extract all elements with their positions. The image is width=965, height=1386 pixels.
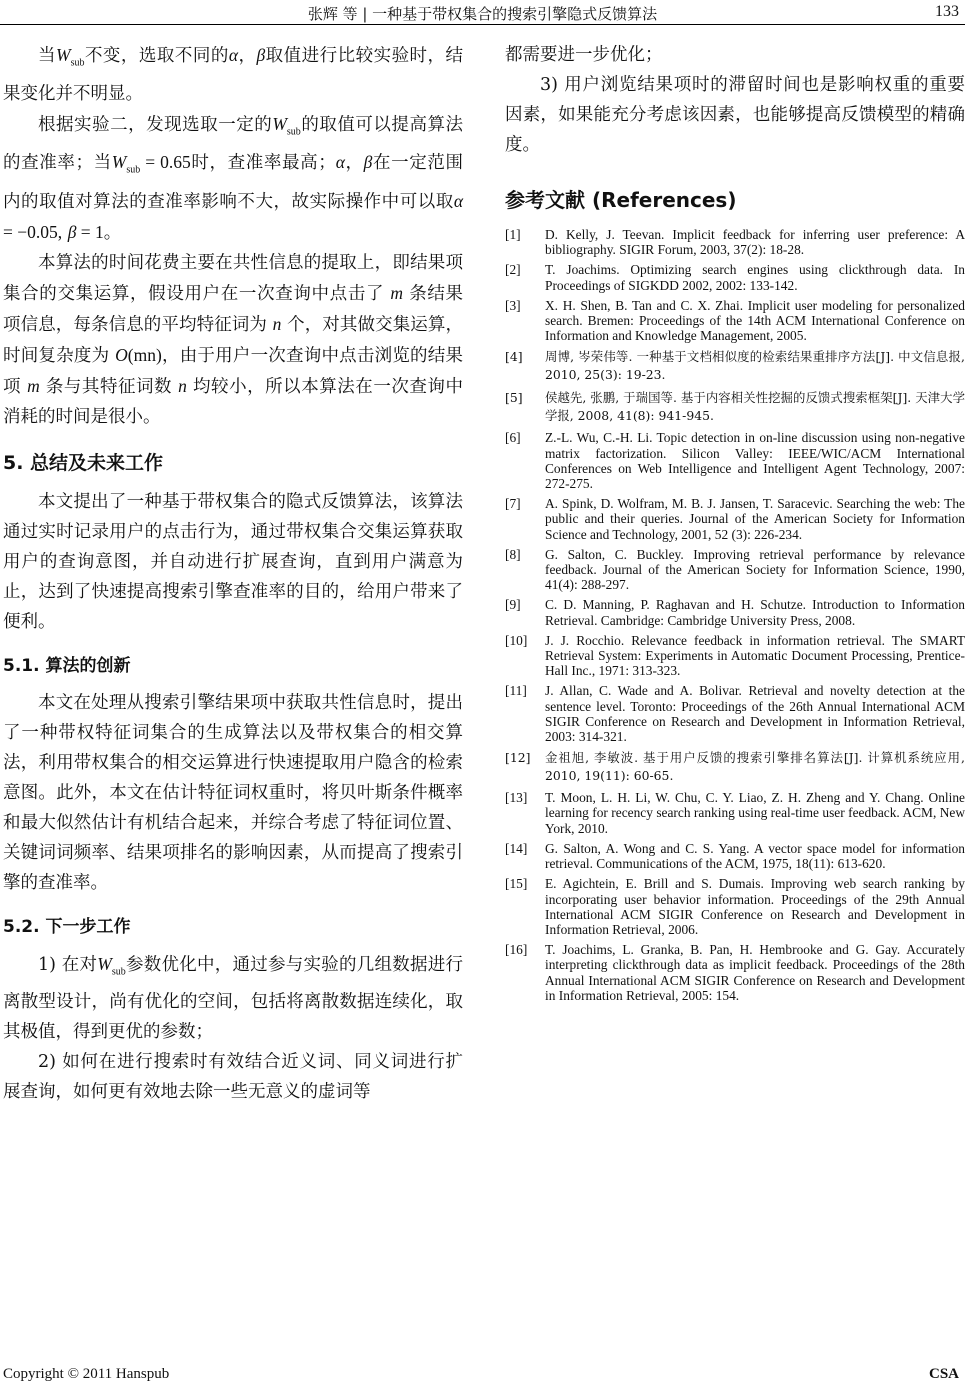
paragraph-future-1: 1) 在对$W_{sub}$参数优化中，通过参与实验的几组数据进行离散型设计，尚有优化的空间，包括将离散数据连续化，取其极值，得到更优的参数；: [3, 953, 464, 1042]
reference-number: [12]: [505, 750, 531, 766]
paragraph-future-2: 2) 如何在进行搜索时有效结合近义词、同义词进行扩展查询，如何更有效地去除一些无意义的虚词等: [3, 1052, 463, 1102]
reference-item: [505, 227, 965, 257]
reference-text: 周博, 岑荣伟等. 一种基于文档相似度的检索结果重排序方法[J]. 中文信息报, 2010, 25(3): 19-23.: [545, 349, 965, 383]
section-heading-5: 5. 总结及未来工作: [3, 451, 164, 474]
reference-number: [2]: [505, 262, 521, 278]
reference-item: [505, 430, 965, 491]
reference-number: [13]: [505, 790, 528, 806]
reference-number: [15]: [505, 876, 528, 892]
reference-text: 侯越先, 张鹏, 于瑞国等. 基于内容相关性挖掘的反馈式搜索框架[J]. 天津大学学报, 2008, 41(8): 941-945.: [545, 390, 965, 424]
page-header: [0, 0, 965, 25]
reference-item: [505, 496, 965, 542]
reference-number: [10]: [505, 632, 528, 648]
reference-text: G. Salton, A. Wong and C. S. Yang. A vector space model for information retrieval. Communications of the ACM, 1975, 18(11): 613-620.: [545, 840, 965, 872]
paragraph-time-complexity: 本算法的时间花费主要在共性信息的提取上，即结果项集合的交集运算，假设用户在一次查询中点击了 m 条结果项信息，每条信息的平均特征词为 n 个，对其做交集运算，时间复杂度为 O(mn)，由于用户一次查询中点击浏览的结果项 m 条与其特征词数 n 均较小，所以本算法在一次查询中消耗的时间是很小。: [3, 252, 463, 427]
reference-number: [3]: [505, 297, 521, 313]
reference-item: [505, 262, 965, 292]
reference-text: G. Salton, C. Buckley. Improving retrieval performance by relevance feedback. Journal of the American Society for Information Science, 1990, 41(4): 288-297.: [545, 546, 965, 593]
reference-number: [11]: [505, 683, 527, 699]
reference-text: C. D. Manning, P. Raghavan and H. Schutze. Introduction to Information Retrieval. Cambridge: Cambridge University Press, 2008.: [545, 597, 965, 628]
left-column: [3, 40, 463, 1107]
reference-text: T. Joachims, L. Granka, B. Pan, H. Hembrooke and G. Gay. Accurately interpreting clickthrough data as implicit feedback. Proceedings of the 28th Annual International ACM SIGIR Conference on Research and Development in Information Retrieval, 2005: 154.: [545, 942, 965, 1003]
reference-text: 金祖旭, 李敏波. 基于用户反馈的搜索引擎排名算法[J]. 计算机系统应用, 2010, 19(11): 60-65.: [545, 750, 965, 784]
running-title: 张辉 等 | 一种基于带权集合的搜索引擎隐式反馈算法: [307, 5, 658, 23]
reference-text: A. Spink, D. Wolfram, M. B. J. Jansen, T. Saracevic. Searching the web: The public and their queries. Journal of the American Society for Information Science and Technology, 2001, 52 (3): 226-234.: [545, 496, 965, 542]
journal-abbrev: CSA: [928, 1366, 959, 1382]
references-heading: 参考文献 (References): [505, 188, 737, 212]
reference-number: [7]: [505, 496, 521, 512]
section-heading-5-2: 5.2. 下一步工作: [3, 916, 131, 937]
reference-item: [505, 790, 965, 836]
reference-item: [505, 683, 965, 744]
reference-item: [505, 597, 965, 627]
reference-item: [505, 841, 965, 871]
reference-item: [505, 348, 965, 384]
reference-item: [505, 876, 965, 937]
reference-item: [505, 749, 965, 785]
reference-text: J. Allan, C. Wade and A. Bolivar. Retrieval and novelty detection at the sentence level. Toronto: Proceedings of the 26th Annual International ACM SIGIR Conference on Research and Development in Information Retrieval, 2003: 314-321.: [545, 683, 965, 745]
reference-text: J. J. Rocchio. Relevance feedback in information retrieval. The SMART Retrieval System: Experiments in Automatic Document Processing, Prentice-Hall Inc., 1971: 313-323.: [545, 632, 965, 679]
reference-number: [5]: [505, 390, 523, 406]
reference-item: [505, 942, 965, 1003]
paragraph-continued: 都需要进一步优化；: [505, 45, 663, 65]
reference-number: [8]: [505, 546, 521, 562]
reference-text: D. Kelly, J. Teevan. Implicit feedback for inferring user preference: A bibliography. SIGIR Forum, 2003, 37(2): 18-28.: [545, 227, 965, 258]
reference-text: T. Joachims. Optimizing search engines using clickthrough data. In Proceedings of SIGKDD 2002, 2002: 133-142.: [545, 262, 965, 293]
paragraph-summary: 本文提出了一种基于带权集合的隐式反馈算法，该算法通过实时记录用户的点击行为，通过带权集合交集运算获取用户的查询意图，并自动进行扩展查询，直到用户满意为止，达到了快速提高搜索引擎查准率的目的，给用户带来了便利。: [3, 491, 463, 632]
reference-number: [4]: [505, 349, 523, 365]
reference-number: [16]: [505, 942, 528, 958]
reference-list: [505, 227, 965, 1003]
reference-number: [6]: [505, 430, 521, 446]
section-heading-5-1: 5.1. 算法的创新: [3, 655, 131, 676]
paragraph-wsub-alpha-beta: 当$W_{sub}$不变，选取不同的α，β取值进行比较实验时，结果变化并不明显。: [3, 45, 464, 104]
reference-text: E. Agichtein, E. Brill and S. Dumais. Improving web search ranking by incorporating user behavior information. Proceedings of the 29th Annual International ACM SIGIR Conference on Research and Development in Information Retrieval, 2006.: [545, 876, 965, 937]
paragraph-innovation: 本文在处理从搜索引擎结果项中获取共性信息时，提出了一种带权特征词集合的生成算法以及带权集合的相交算法，利用带权集合的相交运算进行快速提取用户隐含的检索意图。此外，本文在估计特征词权重时，将贝叶斯条件概率和最大似然估计有机结合起来，并综合考虑了特征词位置、关键词词频率、结果项排名的影响因素，从而提高了搜索引擎的查准率。: [3, 692, 463, 893]
reference-text: X. H. Shen, B. Tan and C. X. Zhai. Implicit user modeling for personalized search. Bremen: Proceedings of the 14th ACM International Conference on Information and Knowledge Management, 2005.: [545, 297, 965, 344]
reference-item: [505, 547, 965, 593]
reference-number: [14]: [505, 840, 528, 856]
copyright: Copyright © 2011 Hanspub: [3, 1366, 170, 1382]
reference-item: [505, 298, 965, 344]
paragraph-future-3: 3) 用户浏览结果项时的滞留时间也是影响权重的重要因素，如果能充分考虑该因素，也能够提高反馈模型的精确度。: [505, 75, 965, 155]
paragraph-experiment-two: 根据实验二，发现选取一定的$W_{sub}$的取值可以提高算法的查准率；当$W_{sub} = 0.65$时，查准率最高；α，β在一定范围内的取值对算法的查准率影响不大，故实际操作中可以取α = −0.05, β = 1。: [3, 113, 464, 243]
reference-item: [505, 633, 965, 679]
reference-item: [505, 389, 965, 425]
right-column: [505, 40, 965, 1008]
reference-number: [9]: [505, 597, 521, 613]
reference-text: T. Moon, L. H. Li, W. Chu, C. Y. Liao, Z. H. Zheng and Y. Chang. Online learning for recency search ranking using real-time user feedback. ACM, New York, 2010.: [545, 790, 965, 836]
page-number: 133: [935, 3, 959, 20]
reference-number: [1]: [505, 227, 521, 242]
reference-text: Z.-L. Wu, C.-H. Li. Topic detection in on-line discussion using non-negative matrix factorization. Silicon Valley: IEEE/WIC/ACM International Conferences on Web Intelligence and Intelligent Agent Technology, 2007: 272-275.: [545, 430, 965, 492]
